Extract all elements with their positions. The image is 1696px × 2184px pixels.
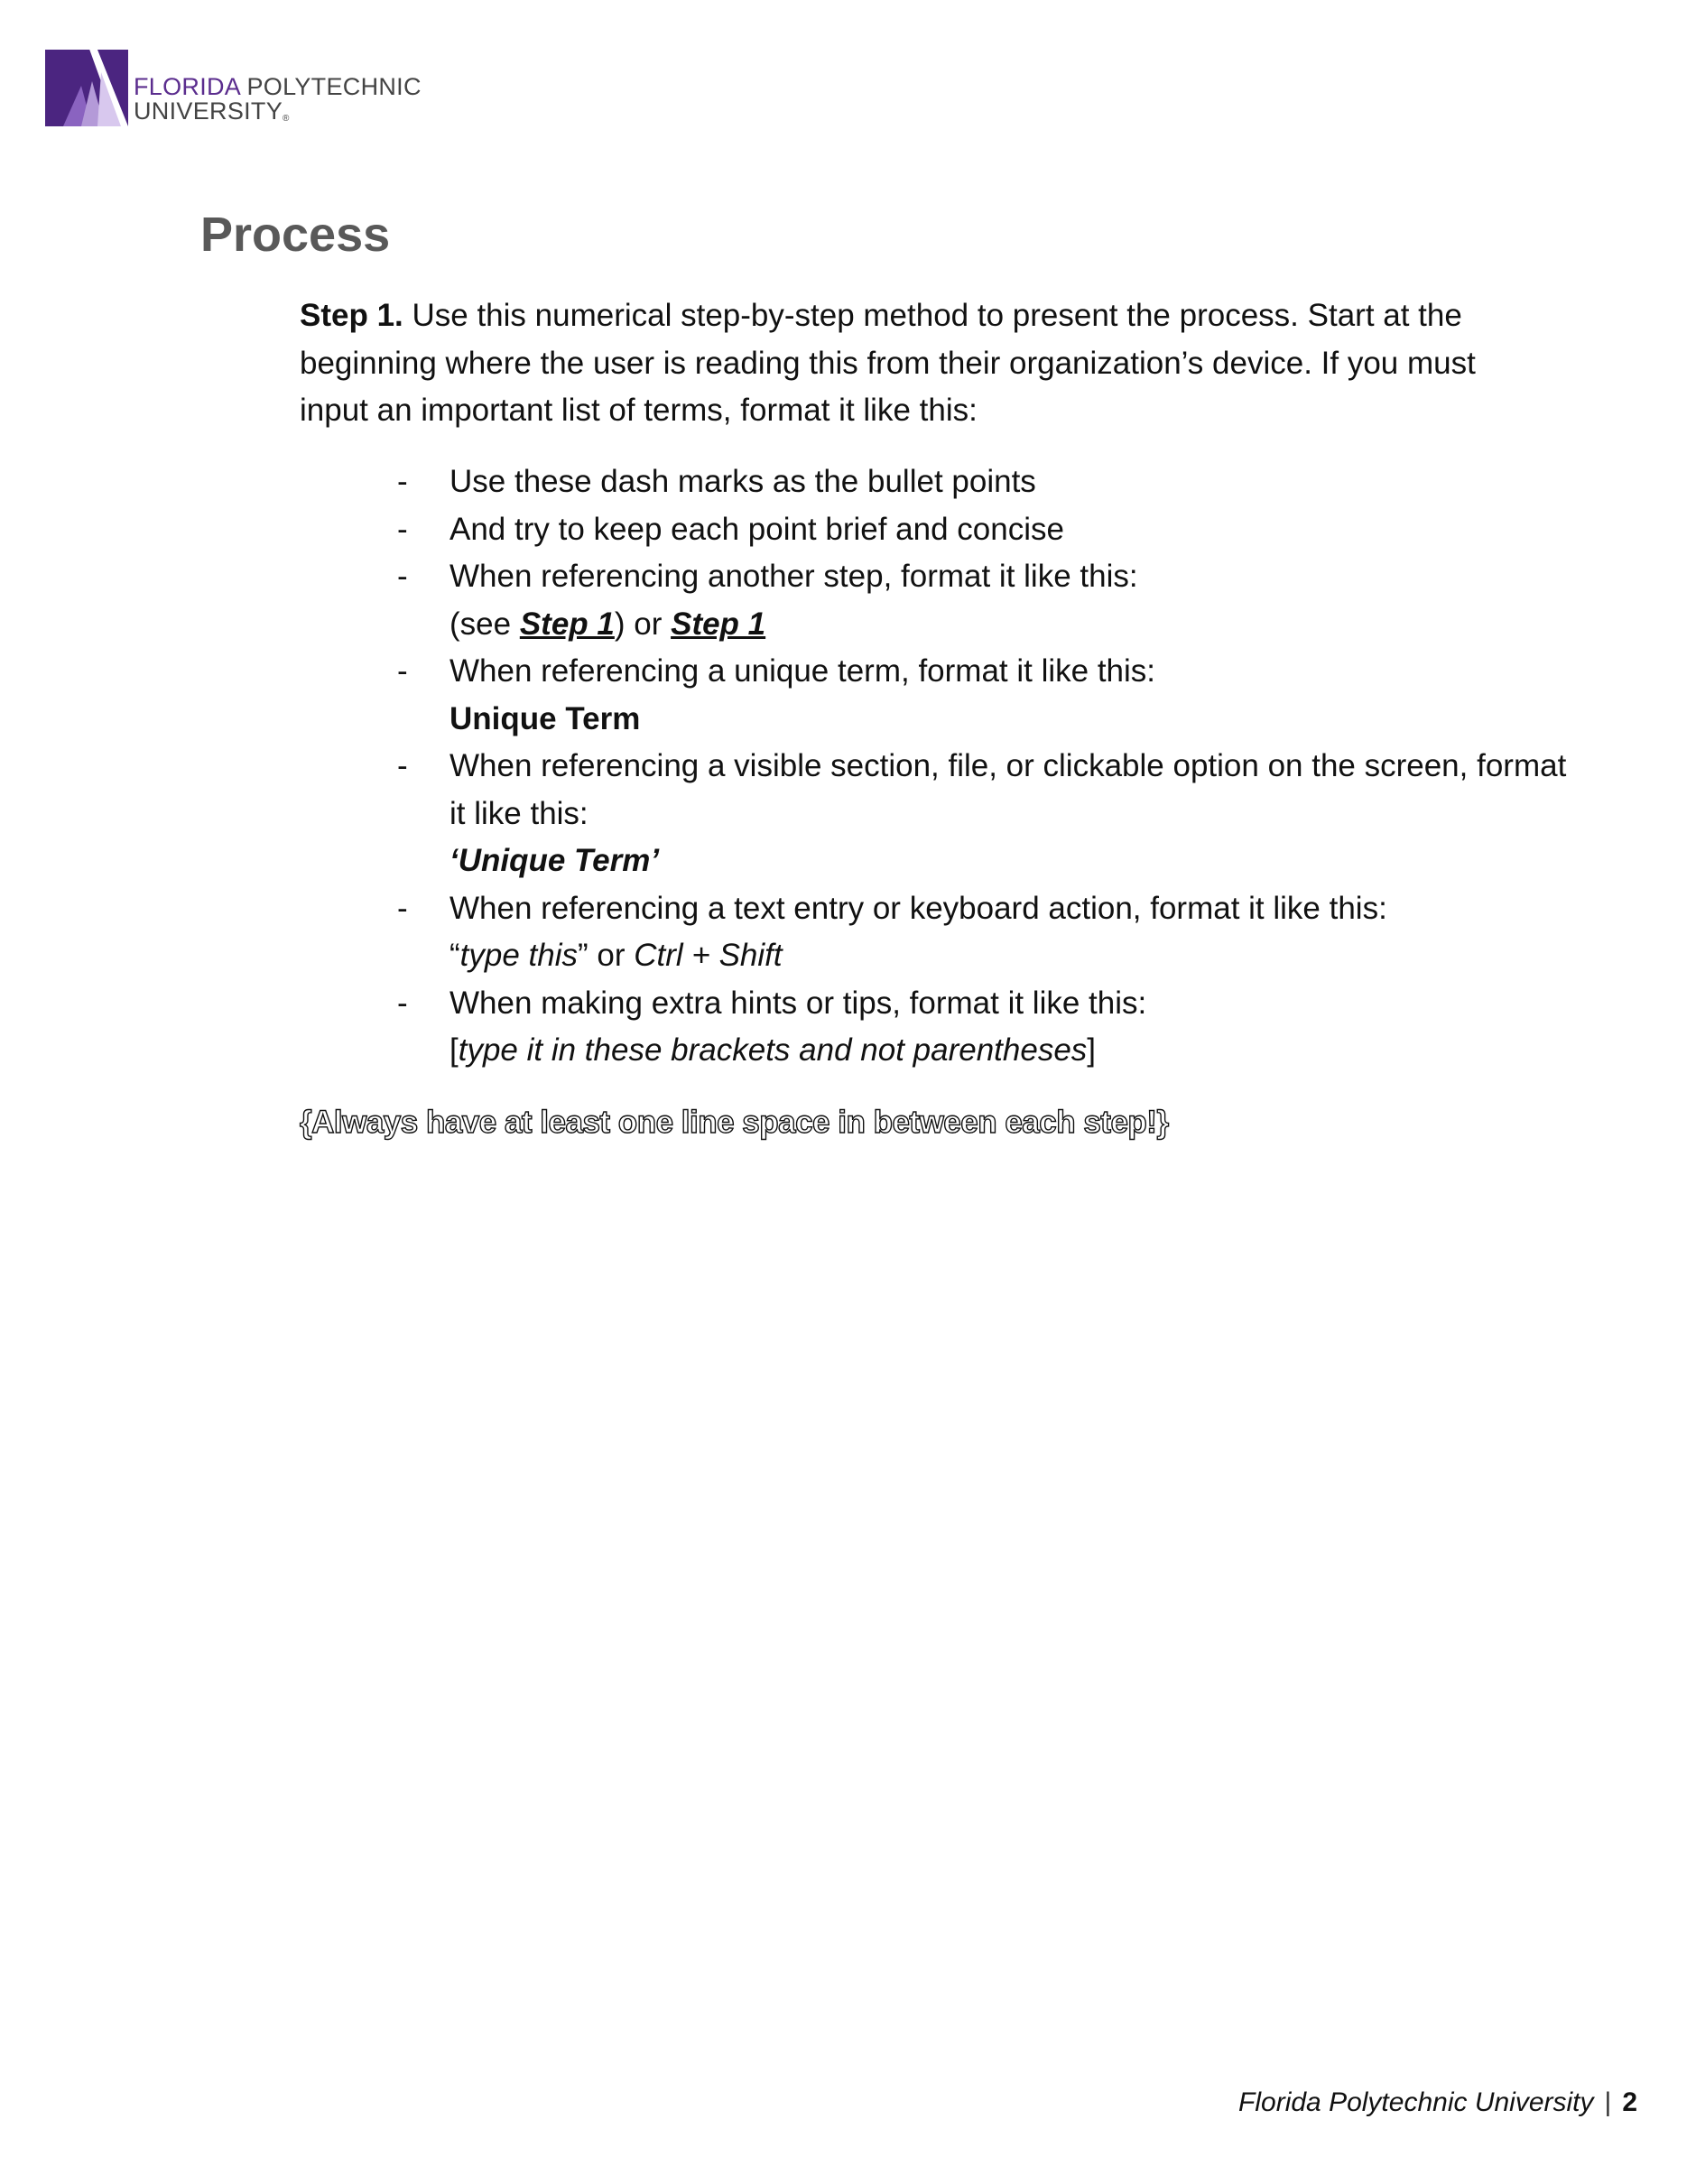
bullet-dash: -	[397, 748, 408, 783]
page-footer	[1238, 2085, 1637, 2121]
list-item-text: And try to keep each point brief and concise	[449, 511, 1064, 547]
list-item	[397, 980, 1571, 1075]
list-item-text: Use these dash marks as the bullet points	[449, 464, 1036, 499]
step-spacing-note: {Always have at least one line space in between each step!}	[300, 1105, 1169, 1140]
bullet-dash: -	[397, 890, 408, 926]
example-text: (see	[449, 606, 520, 642]
page-title: Process	[200, 208, 391, 262]
university-logo-mark-icon	[45, 32, 128, 126]
clickable-option-example: ‘Unique Term’	[449, 843, 660, 878]
bullet-dash: -	[397, 653, 408, 689]
university-logo	[45, 32, 422, 126]
list-item	[397, 458, 1571, 506]
step-reference-link[interactable]: Step 1	[519, 606, 615, 642]
logo-word-university: UNIVERSITY	[134, 97, 283, 125]
list-item	[397, 553, 1571, 648]
step-1-text: Use this numerical step-by-step method to present the process. Start at the beginning where the user is reading this from their organization’s device. If you must input an important list of terms, format it like this:	[300, 298, 1476, 428]
list-item-text: When making extra hints or tips, format it like this:	[449, 985, 1147, 1021]
hint-example	[449, 1027, 1571, 1075]
list-item-text: When referencing a visible section, file, or clickable option on the screen, format it like this:	[449, 748, 1567, 831]
step-reference-link[interactable]: Step 1	[671, 606, 766, 642]
hint-text-example: type it in these brackets and not parentheses	[458, 1032, 1088, 1068]
footer-separator: |	[1604, 2087, 1612, 2117]
typed-text-example: type this	[459, 938, 579, 973]
example-text: ]	[1087, 1032, 1097, 1068]
university-logo-text	[134, 75, 422, 129]
list-item-text: When referencing a unique term, format it like this:	[449, 653, 1156, 689]
footer-university-name: Florida Polytechnic University	[1238, 2087, 1594, 2117]
keyboard-action-example: Ctrl + Shift	[634, 938, 783, 973]
example-text: “	[449, 938, 460, 973]
step-1-label: Step 1.	[300, 298, 403, 333]
list-item	[397, 885, 1571, 980]
unique-term-example: Unique Term	[449, 700, 641, 736]
logo-registered-mark: ®	[283, 114, 290, 124]
list-item	[397, 743, 1571, 885]
example-text: [	[449, 1032, 459, 1068]
list-item	[397, 648, 1571, 743]
bullet-dash: -	[397, 511, 408, 547]
example-text: or	[588, 938, 635, 973]
list-item-text: When referencing a text entry or keyboard action, format it like this:	[449, 890, 1387, 926]
logo-word-polytechnic: POLYTECHNIC	[246, 73, 422, 100]
list-item	[397, 506, 1571, 554]
bullet-dash: -	[397, 464, 408, 499]
bullet-dash: -	[397, 985, 408, 1021]
example-text: ) or	[614, 606, 672, 642]
step-reference-example	[449, 601, 1571, 649]
example-text: ”	[578, 938, 589, 973]
text-entry-example	[449, 932, 1571, 980]
step-1-paragraph	[300, 292, 1491, 435]
list-item-text: When referencing another step, format it like this:	[449, 559, 1138, 594]
bullet-dash: -	[397, 559, 408, 594]
format-guidelines-list	[397, 458, 1571, 1075]
logo-word-florida: FLORIDA	[134, 73, 240, 100]
page-number: 2	[1622, 2087, 1637, 2117]
